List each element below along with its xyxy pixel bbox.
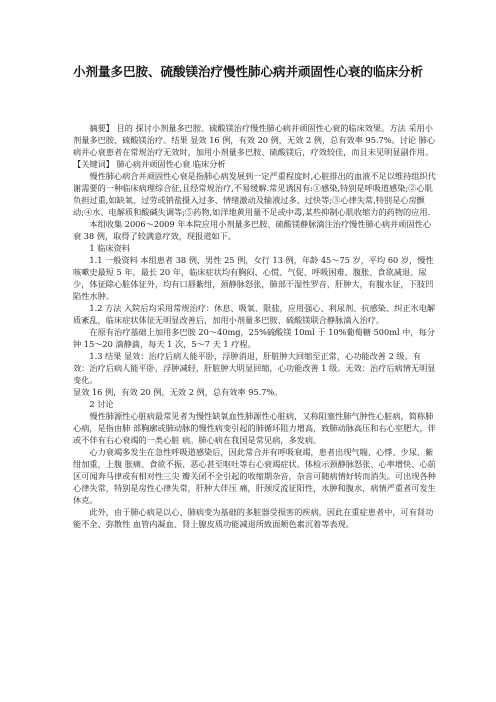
document-title: 小剂量多巴胺、硫酸镁治疗慢性肺心病并顽固性心衰的临床分析 — [72, 64, 423, 79]
results-summary: 显效 16 例，有效 20 例，无效 2 例，总有效率 95.7%。 — [73, 387, 283, 397]
intro-paragraph-1: 慢性肺心病合并顽固性心衰是指肺心病发展到一定严重程度时,心脏排出的血液不足以维持组织代谢需要的一种临床病理综合征,且经常规治疗,不易缓解.常见诱因有:①感染,特别是呼吸道感染;②心肌负担过重,如缺氧、过劳或钠盐摄入过多、情绪激动及输液过多、过快等;③心律失常,特别是心房颤动;④水、电解质和酸碱失调等;⑤药物,如洋地黄用量不足或中毒,某些抑制心肌收缩力的药物的应用. — [73, 171, 436, 217]
keywords: 【关键词】 肺心病并顽固性心衰 临床分析 — [73, 159, 226, 169]
discussion-paragraph-1: 慢性肺源性心脏病最常见者为慢性缺氧血性肺源性心脏病，又称阻塞性肺气肿性心脏病，简称肺心病，是指由肺 部胸廓或肺动脉的慢性病变引起的肺循环阻力增高，致肺动脉高压和右心室肥大，伴或不伴有右心衰竭的一类心脏 病。肺心病在我国是常见病，多发病。 — [73, 411, 436, 445]
section-1-1-general-data: 1.1 一般资料 本组患者 38 例，男性 25 例，女行 13 例，年龄 45～75 岁，平均 60 岁，慢性咳嗽史最短 5 年，最长 20 年，临床症状均有胸闷、心慌、气促、呼吸困难、腹胀、食欲减退、尿少，体征除心脏体征外，均有口唇紫绀，颈静脉怒张，肺部干湿性罗音，肝肿大，有腹水征，下肢凹陷性水肿。 — [73, 255, 434, 301]
intro-paragraph-2: 本组收集 2006～2009 年本院应用小剂量多巴胺、硫酸镁静脉滴注治疗慢性肺心病并顽固性心衰 38 例，取得了较满意疗效，现报道如下。 — [73, 219, 432, 241]
section-1-2-method: 1.2 方法 入院后均采用常规治疗：休息、吸氧、限盐，应用强心、利尿剂、抗感染、纠正水电解质紊乱，临床症状体征无明显改善后，加用小剂量多巴胺、硫酸镁联合静脉滴入治疗。 — [73, 303, 436, 325]
section-1-3-results: 1.3 结果 显效：治疗后病人能平卧，浮肿消退，肝脏肿大回缩至正常，心功能改善 2 级。有效：治疗后病人能平卧，浮肿减轻，肝脏肿大明显回缩，心功能改善 1 级。无效：治疗后病情无明显变化。 — [73, 351, 436, 385]
section-heading-clinical-data: 1 临床资料 — [89, 243, 130, 253]
document-body — [73, 122, 437, 530]
section-1-2-dosage: 在原有治疗基础上加用多巴胺 20～40mg，25%硫酸镁 10ml 于 10%葡萄糖 500ml 中，每分钟 15～20 滴静滴，每天 1 次，5～7 天 1 疗程。 — [73, 327, 435, 349]
abstract: 摘要】 目的 探讨小剂量多巴胺、硫酸镁治疗慢性肺心病并顽固性心衰的临床效果。方法 采用小剂量多巴胺、硫酸镁治疗。结果 显效 16 例，有效 20 例，无效 2 例，总有效率 95.7%。讨论 肺心病并心衰患者在常规治疗无效时，加用小剂量多巴胺、硫酸镁后，疗效较佳，而且未见明显副作用。 — [73, 123, 436, 157]
discussion-paragraph-3: 此外，由于肺心病是以心、肺病变为基础的多脏器受损害的疾病，因此在重症患者中，可有肾功能不全、弥散性 血管内凝血、肾上腺皮质功能减退所致面颊色素沉着等表现。 — [73, 507, 434, 529]
section-heading-discussion: 2 讨论 — [89, 399, 114, 409]
discussion-paragraph-2: 心力衰竭多发生在急性呼吸道感染后，因此常合并有呼吸衰竭，患者出现气喘、心悸、少尿、紫绀加重，上腹 胀痛、食欲不振、恶心甚至呕吐等右心衰竭症状。体检示颈静脉怒张、心率增快、心前区可闻奔马律或有相对性三尖 瓣关闭不全引起的收缩期杂音，杂音可随病情好转而消失。可出现各种心律失常，特别是房性心律失常，肝肿大伴压 痛，肝颈反流征阳性，水肿和腹水，病情严重者可发生休克。 — [73, 447, 436, 505]
